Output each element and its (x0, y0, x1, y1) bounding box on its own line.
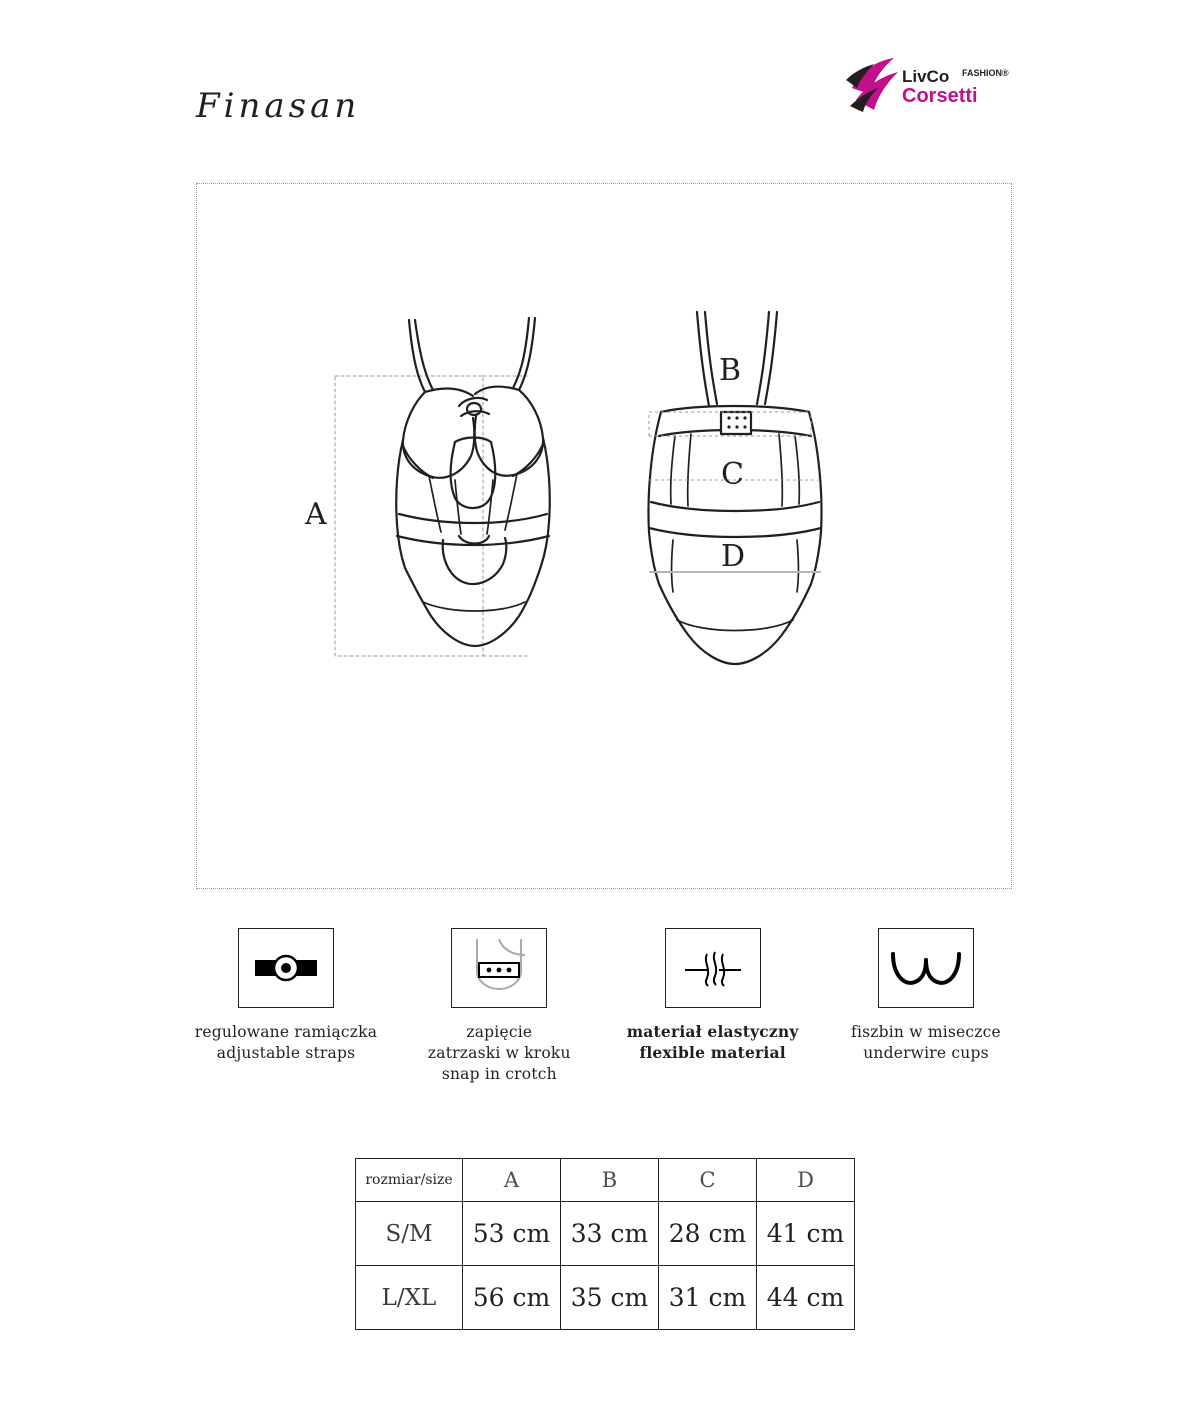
snap-crotch-icon (451, 928, 547, 1008)
feature-caption-en: flexible material (639, 1042, 786, 1062)
feature-caption-pl-line1: zapięcie (466, 1023, 533, 1041)
svg-text:FASHION®: FASHION® (962, 68, 1009, 78)
header-a: A (463, 1159, 561, 1202)
header-d: D (757, 1159, 855, 1202)
feature-snap-crotch (399, 928, 599, 1085)
row-size-label: L/XL (356, 1266, 463, 1330)
table-header-row (356, 1159, 855, 1202)
feature-caption-en: underwire cups (863, 1043, 989, 1062)
size-table (355, 1158, 855, 1330)
row-value-a: 53 cm (463, 1202, 561, 1266)
feature-caption-pl-line2: zatrzaski w kroku (427, 1043, 571, 1062)
adjustable-strap-icon (238, 928, 334, 1008)
diagram-label-c: C (721, 457, 744, 492)
table-row (356, 1266, 855, 1330)
feature-caption-pl: fiszbin w miseczce (851, 1023, 1001, 1041)
diagram-label-a: A (305, 497, 327, 532)
feature-caption (627, 1022, 799, 1064)
row-value-a: 56 cm (463, 1266, 561, 1330)
feature-underwire-cups (826, 928, 1026, 1064)
table-row (356, 1202, 855, 1266)
diagram-label-d: D (721, 539, 746, 574)
svg-text:Corsetti: Corsetti (902, 85, 978, 107)
feature-caption (428, 1022, 571, 1085)
feature-adjustable-straps (186, 928, 386, 1064)
row-value-b: 33 cm (561, 1202, 659, 1266)
product-diagram (196, 183, 1012, 889)
brand-logo (844, 54, 1014, 116)
header-c: C (659, 1159, 757, 1202)
header-b: B (561, 1159, 659, 1202)
row-value-c: 31 cm (659, 1266, 757, 1330)
feature-list (186, 928, 1026, 1085)
underwire-cups-icon (878, 928, 974, 1008)
elastic-material-icon (665, 928, 761, 1008)
feature-caption-en: adjustable straps (216, 1043, 356, 1062)
row-value-c: 28 cm (659, 1202, 757, 1266)
feature-caption-en: snap in crotch (441, 1064, 557, 1083)
row-size-label: S/M (356, 1202, 463, 1266)
row-value-d: 41 cm (757, 1202, 855, 1266)
feature-caption-pl: materiał elastyczny (626, 1022, 799, 1041)
row-value-d: 44 cm (757, 1266, 855, 1330)
page-title: Finasan (196, 86, 361, 126)
header-size: rozmiar/size (356, 1159, 463, 1202)
row-value-b: 35 cm (561, 1266, 659, 1330)
feature-caption (851, 1022, 1001, 1064)
svg-text:LivCo: LivCo (902, 67, 950, 86)
logo-wing-mark (846, 58, 898, 112)
feature-caption (195, 1022, 377, 1064)
feature-caption-pl: regulowane ramiączka (194, 1023, 378, 1041)
diagram-label-b: B (719, 353, 742, 388)
feature-flexible-material (613, 928, 813, 1064)
